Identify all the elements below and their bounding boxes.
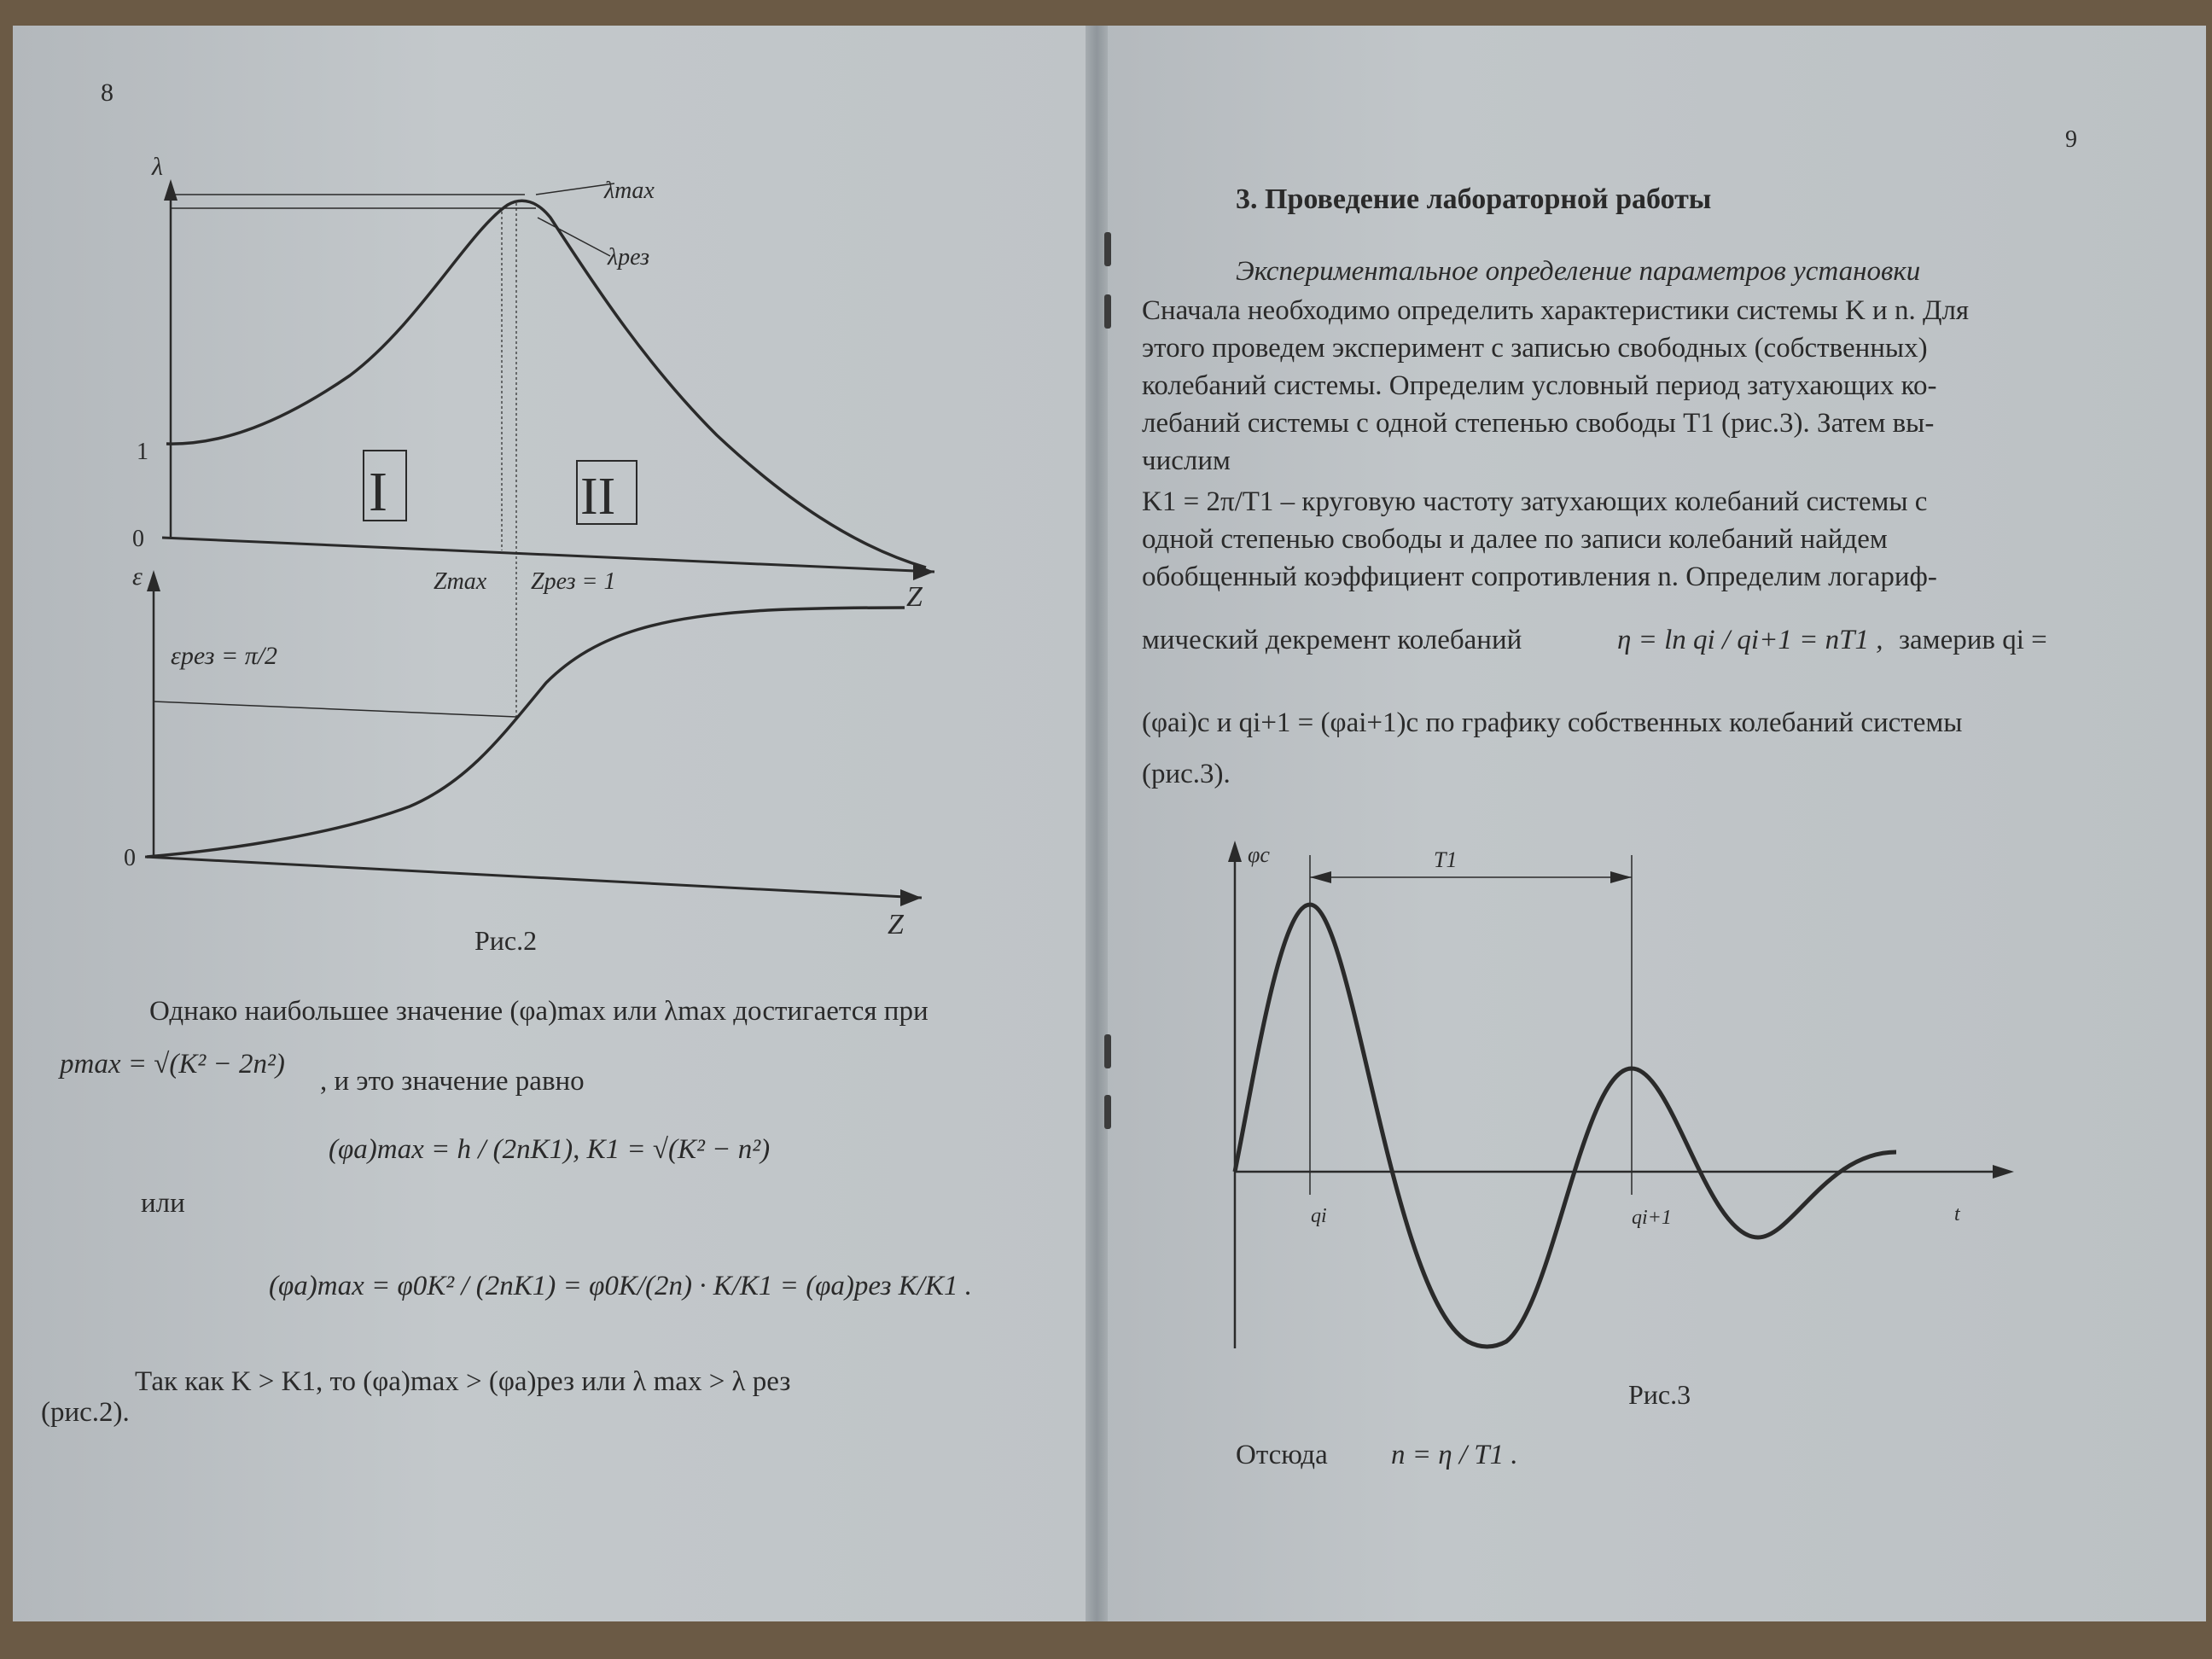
para1-formula: pmax = √(K² − 2n²) (60, 1049, 285, 1080)
fig2-tick-1: 1 (137, 439, 148, 465)
section-title: 3. Проведение лабораторной работы (1236, 183, 1712, 215)
fig3-qi1-label: qi+1 (1632, 1207, 1672, 1229)
para1-line2: , и это значение равно (320, 1066, 585, 1097)
paragraph-line: Сначала необходимо определить характеристики системы K и n. Для (1142, 295, 1970, 326)
fig2-top-x-label: Z (906, 581, 923, 613)
fig2-tick-0: 0 (132, 526, 144, 552)
paragraph-line: K1 = 2π/T1 – круговую частоту затухающих колебаний системы с (1142, 486, 1928, 517)
fig2-top-x-axis (162, 538, 934, 572)
fig2-zmax-label: Zmax (434, 568, 487, 595)
conclusion-line1: Так как K > K1, то (φa)max > (φa)рез или λ max > λ рез (135, 1366, 791, 1397)
fig3-x-label: t (1954, 1203, 1960, 1225)
paragraph-line: этого проведем эксперимент с записью свободных (собственных) (1142, 333, 1928, 364)
paragraph-line: одной степенью свободы и далее по записи колебаний найдем (1142, 524, 1888, 555)
decrement-text: мический декремент колебаний (1142, 625, 1522, 655)
fig3-qi-label: qi (1311, 1205, 1327, 1227)
page-number-left: 8 (101, 79, 114, 107)
fig3-oscillation-curve (1235, 905, 1896, 1347)
measure-line3: (рис.3). (1142, 759, 1231, 789)
fig2-lambda-max-label: λmax (604, 178, 655, 204)
paragraph-line: числим (1142, 445, 1231, 476)
binding-staple (1104, 1095, 1111, 1129)
fig3-y-label: φc (1248, 842, 1270, 867)
paragraph-line: колебаний системы. Определим условный период затухающих ко- (1142, 370, 1937, 401)
measure-text: замерив qi = (1899, 625, 2047, 655)
fig2-lambda-rez-label: λрез (608, 244, 650, 271)
formula-1: (φa)max = h / (2nK1), K1 = √(K² − n²) (329, 1134, 771, 1165)
fig2-eps-rez-label: εрез = π/2 (171, 642, 278, 670)
hence-formula: n = η / T1 . (1391, 1440, 1518, 1470)
subsection-title: Экспериментальное определение параметров установки (1236, 256, 1921, 287)
figure-3 (1195, 819, 2048, 1434)
fig2-lambda-curve (166, 201, 926, 568)
decrement-formula: η = ln qi / qi+1 = nT1 , (1617, 625, 1883, 655)
measure-line2: (φai)c и qi+1 = (φai+1)c по графику собственных колебаний системы (1142, 707, 1963, 738)
fig3-period-label: T1 (1434, 847, 1458, 872)
fig2-caption: Рис.2 (474, 925, 538, 956)
fig2-region-II: II (580, 468, 616, 526)
conclusion-line2: (рис.2). (41, 1397, 130, 1428)
fig2-zrez-label: Zрез = 1 (531, 568, 616, 595)
paragraph-line: лебаний системы с одной степенью свободы T1 (рис.3). Затем вы- (1142, 408, 1935, 439)
binding-staple (1104, 232, 1111, 266)
fig2-region-I: I (369, 461, 387, 523)
formula-2: (φa)max = φ0K² / (2nK1) = φ0K/(2n) · K/K1 = (φa)рез K/K1 . (269, 1271, 972, 1301)
para1-line1: Однако наибольшее значение (φa)max или λmax достигается при (149, 996, 928, 1027)
fig2-bottom-tick-0: 0 (124, 845, 136, 871)
hence-word: Отсюда (1236, 1440, 1328, 1470)
fig2-bottom-y-label: ε (132, 562, 143, 591)
binding-staple (1104, 1034, 1111, 1068)
paragraph-line: обобщенный коэффициент сопротивления n. Определим логариф- (1142, 562, 1937, 592)
fig2-top-y-label: λ (152, 153, 163, 181)
binding-staple (1104, 294, 1111, 329)
page-number-right: 9 (2065, 126, 2077, 153)
fig3-caption: Рис.3 (1628, 1379, 1691, 1410)
or-word: или (141, 1188, 185, 1219)
figure-2 (0, 0, 1092, 964)
fig2-bottom-x-axis (145, 857, 922, 898)
fig2-bottom-x-label: Z (888, 909, 904, 940)
